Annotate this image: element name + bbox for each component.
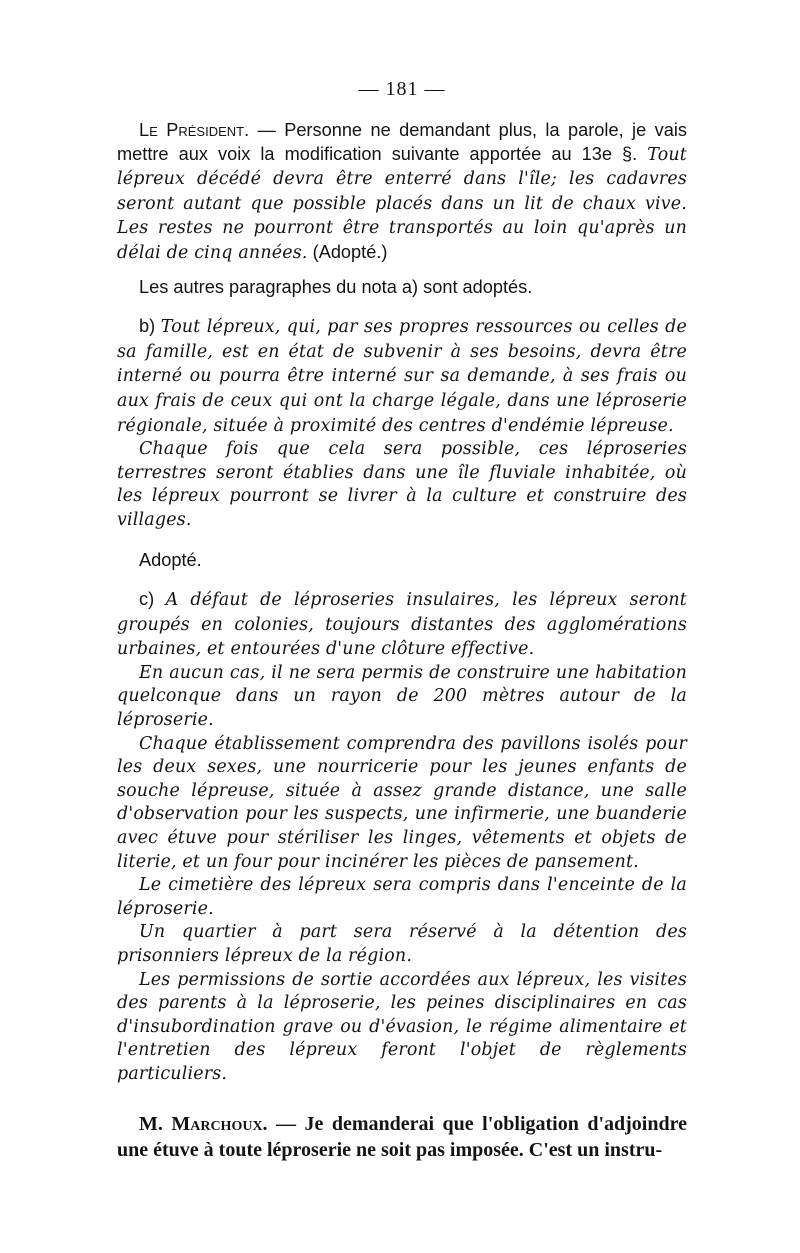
section-c-paragraph-1 bbox=[117, 588, 687, 662]
president-text: — Personne ne demandant plus, la parole, je vais mettre aux voix la modification suivante apportée au 13e §. bbox=[117, 120, 687, 164]
section-c-paragraph-6: Les permissions de sortie accordées aux lépreux, les visites des parents à la léproserie, les peines disciplinaires en cas d'insubordination grave ou d'évasion, le régime alimentaire et l'entretien des lépreux feront l'objet de règlements particuliers. bbox=[117, 969, 687, 1084]
marchoux-paragraph bbox=[117, 1111, 687, 1163]
section-c-paragraph-2: En aucun cas, il ne sera permis de construire une habitation quelconque dans un rayon de 200 mètres autour de la léproserie. bbox=[117, 662, 687, 731]
section-c-text-1: A défaut de léproseries insulaires, les lépreux seront groupés en colonies, toujours distantes des agglomérations urbaines, et entourées d'une clôture effective. bbox=[117, 590, 687, 660]
section-c-paragraph-4: Le cimetière des lépreux sera compris dans l'enceinte de la léproserie. bbox=[117, 875, 687, 919]
section-c-paragraph-3: Chaque établissement comprendra des pavillons isolés pour les deux sexes, une nourricerie pour les jeunes enfants de souche lépreuse, située à assez grande distance, une salle d'observation pour les suspects, une infirmerie, une buanderie avec étuve pour stériliser les linges, vêtements et objets de literie, et un four pour incinérer les pièces de pansement. bbox=[117, 733, 687, 872]
section-c-label: c) bbox=[139, 589, 166, 610]
page-number: — 181 — bbox=[358, 78, 446, 100]
speaker-marchoux: M. Marchoux. bbox=[139, 1112, 268, 1135]
amendment-text: Tout lépreux décédé devra être enterré dans l'île; les cadavres seront autant que possible placés dans un lit de chaux vive. Les restes ne pourront être transportés au loin qu'après un délai de cinq années. bbox=[117, 144, 687, 263]
section-b-paragraph bbox=[117, 315, 687, 438]
president-adopted: (Adopté.) bbox=[307, 241, 388, 262]
section-c-paragraph-5: Un quartier à part sera réservé à la détention des prisonniers lépreux de la région. bbox=[117, 922, 687, 966]
section-b-text: Tout lépreux, qui, par ses propres ressources ou celles de sa famille, est en état de subvenir à ses besoins, devra être interné ou pourra être interné sur sa demande, à ses frais ou aux frais de ceux qui ont la charge légale, dans une léproserie régionale, située à proximité des centres d'endémie lépreuse. bbox=[117, 317, 687, 436]
speaker-president: Le Président. bbox=[139, 120, 250, 140]
section-b-label: b) bbox=[139, 316, 161, 337]
section-b-paragraph-2: Chaque fois que cela sera possible, ces léproseries terrestres seront établies dans une île fluviale inhabitée, où les lépreux pourront se livrer à la culture et construire des villages. bbox=[117, 439, 687, 530]
president-paragraph bbox=[117, 119, 687, 266]
other-paragraphs: Les autres paragraphes du nota a) sont adoptés. bbox=[139, 276, 533, 297]
section-b-adopted: Adopté. bbox=[139, 549, 202, 570]
page-body bbox=[117, 78, 687, 1163]
marchoux-text: — Je demanderai que l'obligation d'adjoindre une étuve à toute léproserie ne soit pas imposée. C'est un instru- bbox=[117, 1112, 687, 1161]
